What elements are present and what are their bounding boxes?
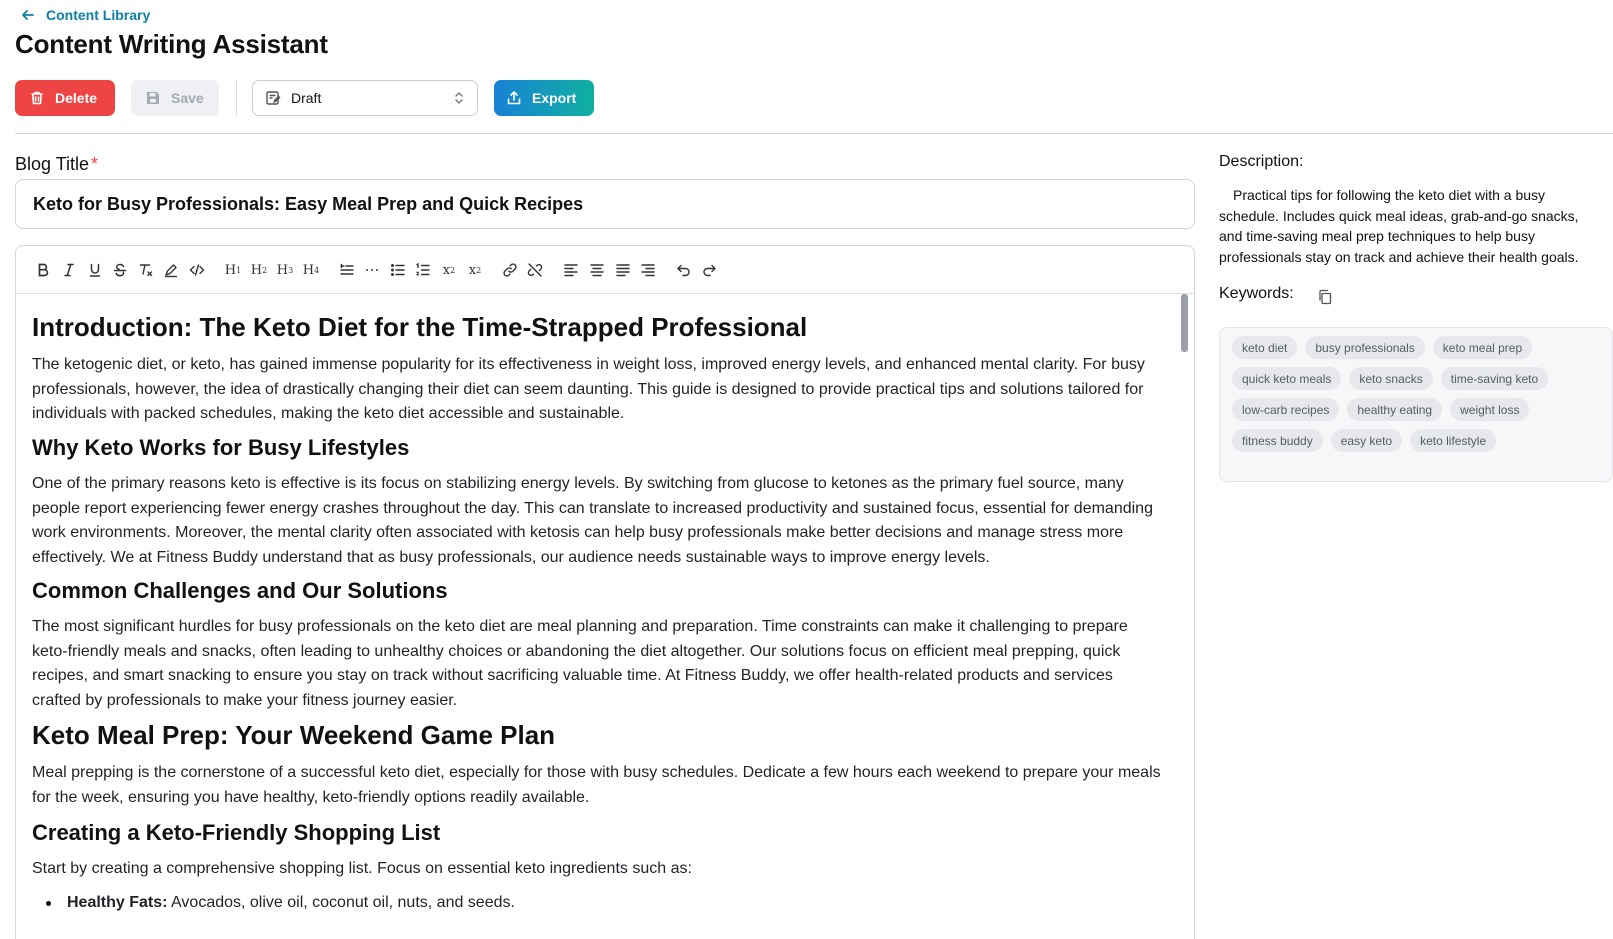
- delete-button-label: Delete: [55, 90, 98, 106]
- keyword-chip[interactable]: low-carb recipes: [1232, 398, 1339, 421]
- save-icon: [145, 90, 161, 106]
- edit-document-icon: [265, 90, 281, 106]
- keyword-chip[interactable]: quick keto meals: [1232, 367, 1341, 390]
- required-mark: *: [91, 154, 99, 174]
- list-item-text: Avocados, olive oil, coconut oil, nuts, and seeds.: [167, 894, 515, 911]
- delete-button[interactable]: [15, 80, 115, 116]
- rich-text-editor: [15, 245, 1195, 939]
- undo-icon[interactable]: [675, 261, 693, 279]
- status-select[interactable]: [252, 80, 478, 116]
- keyword-chip[interactable]: busy professionals: [1305, 336, 1424, 359]
- align-left-icon[interactable]: [562, 261, 580, 279]
- editor-scrollbar[interactable]: [1181, 294, 1188, 352]
- keyword-chip[interactable]: keto snacks: [1349, 367, 1432, 390]
- redo-icon[interactable]: [700, 261, 718, 279]
- link-icon[interactable]: [501, 261, 519, 279]
- blog-title-input[interactable]: Keto for Busy Professionals: Easy Meal Prep and Quick Recipes: [15, 179, 1195, 229]
- heading-shopping-list: Creating a Keto-Friendly Shopping List: [32, 820, 441, 845]
- toolbar-divider: [236, 80, 237, 116]
- heading-why-keto: Why Keto Works for Busy Lifestyles: [32, 435, 410, 460]
- ingredient-list: [32, 894, 515, 912]
- blockquote-icon[interactable]: [338, 261, 356, 279]
- save-button-label: Save: [171, 90, 204, 106]
- export-button-label: Export: [532, 90, 577, 106]
- unlink-icon[interactable]: [526, 261, 544, 279]
- heading4-icon[interactable]: H 4: [302, 262, 320, 278]
- code-icon[interactable]: [188, 261, 206, 279]
- subscript-icon[interactable]: x 2: [442, 262, 456, 278]
- blog-title-label-text: Blog Title: [15, 154, 90, 174]
- italic-icon[interactable]: [60, 261, 78, 279]
- description-label: Description:: [1219, 153, 1304, 170]
- export-icon: [506, 90, 522, 106]
- superscript-icon[interactable]: x 2: [468, 262, 482, 278]
- paragraph-meal-prep: Meal prepping is the cornerstone of a successful keto diet, especially for those with busy schedules. Dedicate a few hours each weekend to prepare your meals for the week, ensuring you have healthy, keto-friendly options readily available.: [32, 764, 1161, 806]
- heading-challenges: Common Challenges and Our Solutions: [32, 578, 448, 603]
- export-button[interactable]: [494, 80, 594, 116]
- keyword-chip[interactable]: keto lifestyle: [1410, 429, 1496, 452]
- heading1-icon[interactable]: H 1: [224, 262, 242, 278]
- more-icon[interactable]: [363, 261, 381, 279]
- paragraph-introduction: The ketogenic diet, or keto, has gained immense popularity for its effectiveness in weight loss, improved energy levels, and enhanced mental clarity. For busy professionals, however, the idea of drastically changing their diet can seem daunting. This guide is designed to provide practical tips and solutions tailored for individuals with packed schedules, making the keto diet accessible and sustainable.: [32, 356, 1145, 422]
- back-link-label: Content Library: [46, 7, 151, 23]
- keyword-chip[interactable]: keto meal prep: [1433, 336, 1532, 359]
- list-item: [32, 894, 515, 912]
- chevron-up-down-icon: [453, 91, 465, 105]
- ordered-list-icon[interactable]: [414, 261, 432, 279]
- paragraph-challenges: The most significant hurdles for busy professionals on the keto diet are meal planning and preparation. Time constraints can make it challenging to prepare keto-friendly meals and snacks, often leading to unhealthy choices or abandoning the diet altogether. Our solutions focus on efficient meal prepping, quick recipes, and smart snacking to ensure you stay on track without sacrificing valuable time. At Fitness Buddy, we offer health-related products and services crafted by professionals to make your fitness journey easier.: [32, 618, 1128, 709]
- keyword-chip[interactable]: healthy eating: [1347, 398, 1442, 421]
- keyword-chip[interactable]: fitness buddy: [1232, 429, 1323, 452]
- heading3-icon[interactable]: H 3: [276, 262, 294, 278]
- back-link-content-library[interactable]: [20, 7, 150, 23]
- save-button[interactable]: [131, 80, 219, 116]
- keyword-chip[interactable]: time-saving keto: [1441, 367, 1548, 390]
- status-select-value: Draft: [291, 90, 322, 106]
- keyword-chip[interactable]: keto diet: [1232, 336, 1297, 359]
- copy-icon[interactable]: [1317, 289, 1333, 305]
- editor-content[interactable]: [32, 294, 1174, 939]
- clear-format-icon[interactable]: [137, 261, 155, 279]
- description-text: Practical tips for following the keto diet with a busy schedule. Includes quick meal ideas, grab-and-go snacks, and time-saving meal prep techniques to help busy professionals stay on track and achieve their health goals.: [1219, 187, 1579, 265]
- underline-icon[interactable]: [86, 261, 104, 279]
- keywords-label: Keywords:: [1219, 285, 1294, 302]
- blog-title-label: [15, 154, 98, 175]
- paragraph-shopping-list: Start by creating a comprehensive shopping list. Focus on essential keto ingredients such as:: [32, 860, 692, 877]
- arrow-left-icon: [20, 7, 36, 23]
- trash-icon: [29, 90, 45, 106]
- strikethrough-icon[interactable]: [111, 261, 129, 279]
- paragraph-why-keto: One of the primary reasons keto is effective is its focus on stabilizing energy levels. By switching from glucose to ketones as the primary fuel source, many people report experiencing fewer energy crashes throughout the day. This can translate to increased productivity and sustained focus, essential for demanding work environments. Moreover, the mental clarity often associated with ketosis can help busy professionals make better decisions and manage stress more effectively. We at Fitness Buddy understand that as busy professionals, our audience needs sustainable ways to improve energy levels.: [32, 475, 1153, 566]
- list-item-bold: Healthy Fats:: [67, 894, 168, 911]
- keywords-box: [1219, 327, 1613, 482]
- heading-introduction: Introduction: The Keto Diet for the Time-Strapped Professional: [32, 312, 808, 342]
- keyword-chip[interactable]: weight loss: [1450, 398, 1529, 421]
- align-justify-icon[interactable]: [614, 261, 632, 279]
- align-center-icon[interactable]: [588, 261, 606, 279]
- header-divider: [15, 133, 1613, 134]
- editor-toolbar: [16, 246, 1194, 294]
- keyword-chip[interactable]: easy keto: [1331, 429, 1402, 452]
- heading2-icon[interactable]: H 2: [250, 262, 268, 278]
- heading-meal-prep: Keto Meal Prep: Your Weekend Game Plan: [32, 720, 556, 750]
- bold-icon[interactable]: [34, 261, 52, 279]
- highlight-icon[interactable]: [162, 261, 180, 279]
- action-toolbar: [15, 80, 594, 116]
- align-right-icon[interactable]: [639, 261, 657, 279]
- bullet-list-icon[interactable]: [389, 261, 407, 279]
- page-title: Content Writing Assistant: [15, 29, 328, 59]
